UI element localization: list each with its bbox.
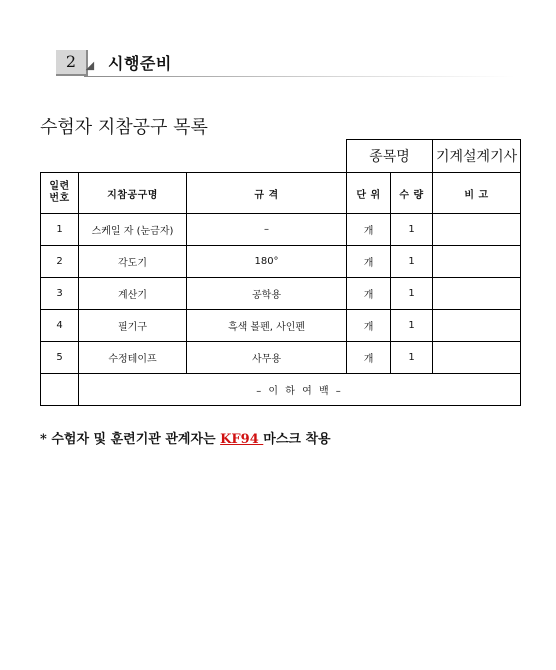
header-unit: 단 위 (347, 173, 391, 214)
notice-prefix: * 수험자 및 훈련기관 관계자는 (40, 432, 221, 447)
cell-no: 1 (41, 214, 79, 246)
table-row (41, 246, 521, 278)
cell-name: 계산기 (79, 278, 187, 310)
header-note: 비 고 (433, 173, 521, 214)
cell-qty: 1 (391, 342, 433, 374)
header-row (41, 173, 521, 214)
blank-cell (41, 140, 347, 173)
header-spec: 규 격 (187, 173, 347, 214)
section-header (56, 48, 516, 78)
cell-spec: 사무용 (187, 342, 347, 374)
table-row (41, 310, 521, 342)
cell-unit: 개 (347, 278, 391, 310)
section-title: 시행준비 (108, 54, 172, 73)
end-marker: – 이 하 여 백 – (79, 374, 521, 406)
category-value: 기계설계기사 (433, 140, 521, 173)
table-row (41, 214, 521, 246)
notice-highlight: KF94 (220, 432, 264, 447)
equipment-table (40, 139, 521, 406)
cell-name: 스케일 자 (눈금자) (79, 214, 187, 246)
cell-unit: 개 (347, 246, 391, 278)
section-divider (84, 76, 514, 77)
header-no: 일련 번호 (41, 173, 79, 214)
cell-note (433, 278, 521, 310)
end-row (41, 374, 521, 406)
category-row (41, 140, 521, 173)
section-number: 2 (56, 50, 88, 76)
category-label: 종목명 (347, 140, 433, 173)
cell-note (433, 246, 521, 278)
cell-no: 5 (41, 342, 79, 374)
cell-qty: 1 (391, 214, 433, 246)
cell-unit: 개 (347, 310, 391, 342)
header-qty: 수 량 (391, 173, 433, 214)
cell-note (433, 310, 521, 342)
cell-no: 2 (41, 246, 79, 278)
cell-no: 3 (41, 278, 79, 310)
cell-spec: – (187, 214, 347, 246)
cell-note (433, 214, 521, 246)
cell-qty: 1 (391, 310, 433, 342)
cell-unit: 개 (347, 342, 391, 374)
cell-no: 4 (41, 310, 79, 342)
cell-spec: 공학용 (187, 278, 347, 310)
notice-text (40, 428, 331, 447)
header-name: 지참공구명 (79, 173, 187, 214)
cell-qty: 1 (391, 278, 433, 310)
notice-suffix: 마스크 착용 (263, 432, 331, 447)
cell-name: 수정테이프 (79, 342, 187, 374)
cell-qty: 1 (391, 246, 433, 278)
list-title: 수험자 지참공구 목록 (40, 117, 208, 138)
table-row (41, 278, 521, 310)
cell-name: 필기구 (79, 310, 187, 342)
end-blank-cell (41, 374, 79, 406)
cell-unit: 개 (347, 214, 391, 246)
cell-name: 각도기 (79, 246, 187, 278)
cell-note (433, 342, 521, 374)
cell-spec: 흑색 볼펜, 사인펜 (187, 310, 347, 342)
cell-spec: 180° (187, 246, 347, 278)
table-row (41, 342, 521, 374)
